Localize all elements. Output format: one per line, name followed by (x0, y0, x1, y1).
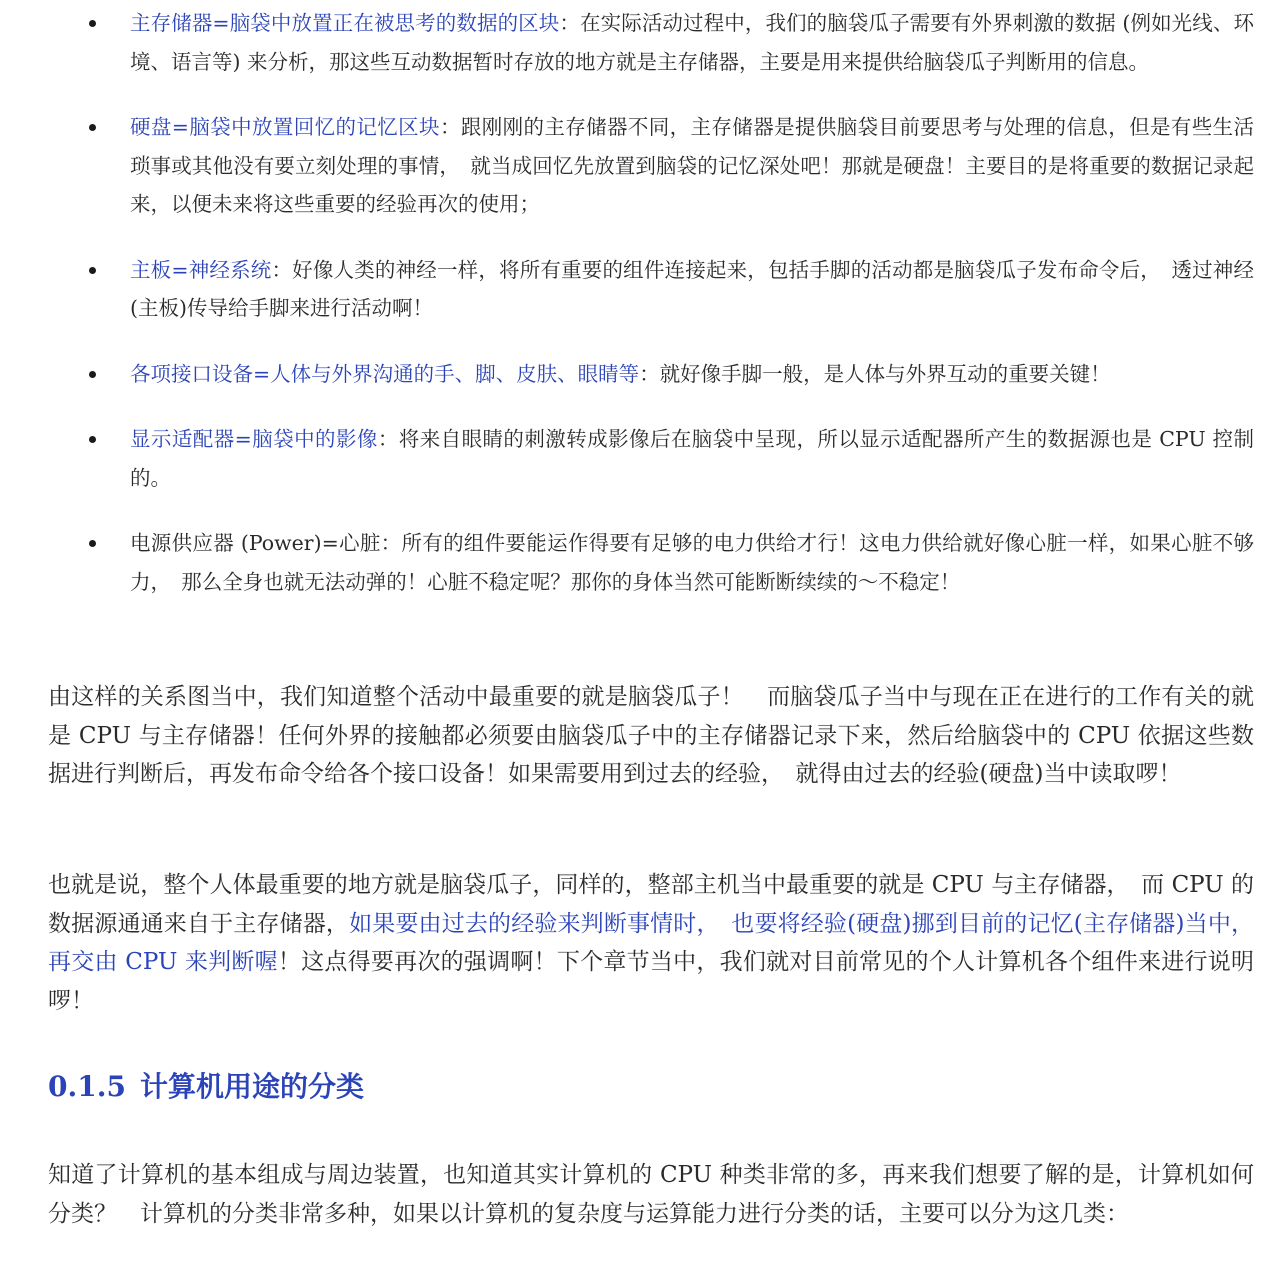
intro-paragraph: 知道了计算机的基本组成与周边装置，也知道其实计算机的 CPU 种类非常的多，再来我们想要了解的是，计算机如何分类？ 计算机的分类非常多种，如果以计算机的复杂度与运算能力进行分类的话，主要可以分为这几类： (48, 1162, 1254, 1227)
emphasis-paragraph-tail: ！这点得要再次的强调啊！下个章节当中，我们就对目前常见的个人计算机各个组件来进行说明啰！ (48, 949, 1255, 1014)
list-item-term: 主板=神经系统 (130, 257, 272, 282)
emphasis-highlight: 如果要由过去的经验来判断事情时， 也要将经验(硬盘)挪到目前的记忆(主存储器)当中，再交由 CPU 来判断喔 (48, 910, 1254, 975)
list-item-term: 硬盘=脑袋中放置回忆的记忆区块 (130, 115, 440, 139)
list-item-text: 就好像手脚一般，是人体与外界互动的重要关键！ (659, 361, 1111, 386)
summary-paragraph: 由这样的关系图当中，我们知道整个活动中最重要的就是脑袋瓜子！ 而脑袋瓜子当中与现在正在进行的工作有关的就是 CPU 与主存储器！任何外界的接触都必须要由脑袋瓜子中的主存储器记录下来，然后给脑袋中的 CPU 依据这些数据进行判断后，再发布命令给各个接口设备！如果需要用到过去的经验， 就得由过去的经验(硬盘)当中读取啰！ (48, 684, 1254, 787)
list-item (0, 420, 1280, 497)
component-analogy-list (0, 4, 1280, 628)
section-title: 计算机用途的分类 (139, 1070, 364, 1103)
bullet-icon (89, 436, 96, 443)
list-item (0, 108, 1280, 224)
list-item (0, 251, 1280, 328)
list-item (0, 524, 1280, 601)
list-item-separator: ： (559, 11, 580, 35)
section-heading (48, 1063, 364, 1111)
list-item-text: 将来自眼睛的刺激转成影像后在脑袋中呈现，所以显示适配器所产生的数据源也是 CPU 控制的。 (130, 427, 1254, 490)
list-item-text: 好像人类的神经一样，将所有重要的组件连接起来，包括手脚的活动都是脑袋瓜子发布命令后， 透过神经(主板)传导给手脚来进行活动啊！ (130, 257, 1254, 320)
list-item-separator: ： (271, 257, 293, 282)
emphasis-paragraph-lead: 也就是说，整个人体最重要的地方就是脑袋瓜子，同样的，整部主机当中最重要的就是 CPU 与主存储器， 而 CPU 的数据源通通来自于主存储器， (48, 872, 1254, 937)
list-item (0, 4, 1280, 81)
bullet-icon (89, 540, 96, 547)
bullet-icon (89, 371, 96, 378)
list-item-term: 主存储器=脑袋中放置正在被思考的数据的区块 (130, 11, 560, 35)
section-number: 0.1.5 (48, 1070, 126, 1103)
list-item-text: 电源供应器 (Power)=心脏：所有的组件要能运作得要有足够的电力供给才行！这电力供给就好像心脏一样，如果心脏不够力， 那么全身也就无法动弹的！心脏不稳定呢？那你的身体当然可能断断续续的～不稳定！ (130, 531, 1254, 594)
list-item (0, 355, 1280, 394)
list-item-text: 在实际活动过程中，我们的脑袋瓜子需要有外界刺激的数据 (例如光线、环境、语言等) 来分析，那这些互动数据暂时存放的地方就是主存储器，主要是用来提供给脑袋瓜子判断用的信息。 (130, 11, 1254, 74)
list-item-separator: ： (377, 427, 399, 451)
list-item-term: 各项接口设备=人体与外界沟通的手、脚、皮肤、眼睛等 (130, 361, 640, 386)
list-item-separator: ： (639, 361, 660, 386)
bullet-icon (89, 124, 96, 131)
bullet-icon (89, 20, 96, 27)
list-item-term: 显示适配器=脑袋中的影像 (130, 427, 378, 451)
list-item-separator: ： (439, 115, 461, 139)
bullet-icon (89, 267, 96, 274)
list-item-text: 跟刚刚的主存储器不同，主存储器是提供脑袋目前要思考与处理的信息，但是有些生活琐事或其他没有要立刻处理的事情， 就当成回忆先放置到脑袋的记忆深处吧！那就是硬盘！主要目的是将重要的数据记录起来，以便未来将这些重要的经验再次的使用； (130, 115, 1255, 216)
emphasis-paragraph (48, 866, 1254, 1020)
